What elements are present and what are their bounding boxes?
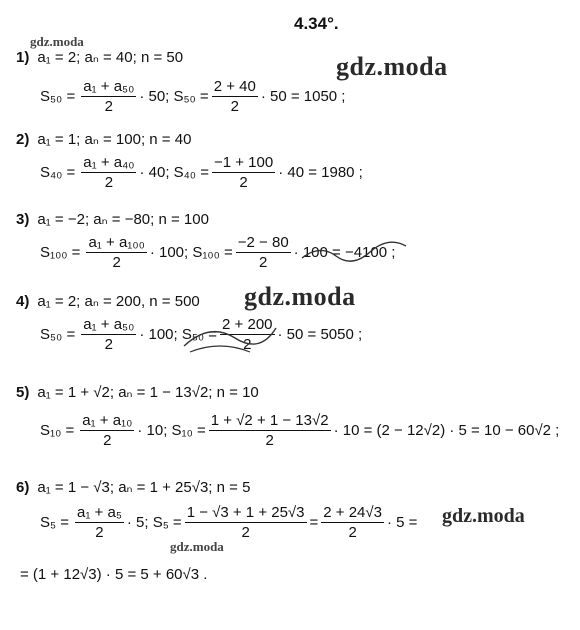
problem-2-solution (40, 154, 363, 191)
watermark: gdz.moda (30, 34, 84, 49)
sum-label: S₁₀ = (40, 422, 75, 439)
numerator: 1 + √2 + 1 − 13√2 (210, 412, 329, 429)
problem-5-solution (40, 412, 559, 449)
fraction (212, 154, 275, 191)
problem-number: 4) (16, 292, 30, 310)
denominator: 2 (104, 336, 113, 353)
numerator: a₁ + a₅₀ (83, 316, 135, 333)
problem-1-condition (16, 48, 183, 66)
numerator: a₁ + a₅₀ (83, 78, 135, 95)
watermark: gdz.moda (336, 52, 448, 81)
problem-2-condition (16, 130, 191, 148)
numerator: 2 + 24√3 (323, 504, 382, 521)
denominator: 2 (243, 336, 252, 353)
problem-number: 6) (16, 478, 30, 496)
problem-1-solution (40, 78, 345, 115)
result-text: · 50 = 5050 ; (277, 326, 363, 343)
sum-label: S₅ = (40, 514, 69, 531)
middle-text: · 100; S₅₀ = (139, 326, 218, 343)
condition-text: a₁ = 1 + √2; aₙ = 1 − 13√2; n = 10 (37, 384, 259, 401)
denominator: 2 (230, 98, 239, 115)
denominator: 2 (241, 524, 250, 541)
denominator: 2 (259, 254, 268, 271)
denominator: 2 (239, 174, 248, 191)
result-text: · 40 = 1980 ; (278, 164, 363, 181)
exercise-title: 4.34°. (294, 14, 339, 33)
problem-number: 3) (16, 210, 30, 228)
denominator: 2 (112, 254, 121, 271)
denominator: 2 (95, 524, 104, 541)
fraction (75, 504, 124, 541)
watermark: gdz.moda (170, 539, 224, 554)
fraction (80, 412, 134, 449)
result-text: · 10 = (2 − 12√2) · 5 = 10 − 60√2 ; (333, 422, 560, 439)
condition-text: a₁ = −2; aₙ = −80; n = 100 (37, 211, 209, 228)
problem-4-condition (16, 292, 200, 310)
problem-6-condition (16, 478, 250, 496)
numerator: 2 + 200 (222, 316, 273, 333)
middle-text: · 100; S₁₀₀ = (149, 244, 233, 261)
numerator: a₁ + a₁₀ (82, 412, 133, 429)
numerator: a₁ + a₄₀ (83, 154, 135, 171)
fraction (185, 504, 307, 541)
condition-text: a₁ = 1 − √3; aₙ = 1 + 25√3; n = 5 (37, 479, 251, 496)
equals-sign: = (309, 514, 319, 531)
condition-text: a₁ = 1; aₙ = 100; n = 40 (37, 131, 192, 148)
pen-scribble (180, 318, 280, 358)
denominator: 2 (104, 98, 113, 115)
result-text: · 50 = 1050 ; (260, 88, 346, 105)
denominator: 2 (348, 524, 357, 541)
fraction (212, 78, 258, 115)
denominator: 2 (104, 174, 114, 191)
sum-label: S₁₀₀ = (40, 244, 81, 261)
problem-5-condition (16, 383, 259, 401)
result-text: · 5 = (386, 514, 418, 531)
problem-6-solution (40, 504, 417, 541)
watermark: gdz.moda (442, 505, 525, 527)
numerator: −2 − 80 (237, 234, 289, 251)
fraction (81, 78, 136, 115)
numerator: −1 + 100 (213, 154, 274, 171)
sum-label: S₅₀ = (40, 88, 76, 105)
fraction (81, 316, 136, 353)
sum-label: S₄₀ = (40, 164, 76, 181)
problem-number: 2) (16, 130, 30, 148)
fraction (236, 234, 291, 271)
problem-3-condition (16, 210, 209, 228)
result-text: · 100 = −4100 ; (293, 244, 396, 261)
middle-text: · 10; S₁₀ = (137, 422, 206, 439)
pen-scribble (300, 238, 410, 268)
middle-text: · 5; S₅ = (126, 514, 182, 531)
problem-6-continuation (20, 566, 207, 583)
result-text: = (1 + 12√3) · 5 = 5 + 60√3 . (20, 566, 208, 583)
fraction (81, 154, 136, 191)
problem-number: 5) (16, 383, 30, 401)
denominator: 2 (265, 432, 274, 449)
numerator: 1 − √3 + 1 + 25√3 (186, 504, 305, 521)
condition-text: a₁ = 2; aₙ = 40; n = 50 (37, 49, 184, 66)
middle-text: · 50; S₅₀ = (139, 88, 209, 105)
fraction (321, 504, 384, 541)
sum-label: S₅₀ = (40, 326, 76, 343)
fraction (209, 412, 331, 449)
denominator: 2 (103, 432, 112, 449)
watermark: gdz.moda (244, 282, 356, 311)
fraction (86, 234, 146, 271)
middle-text: · 40; S₄₀ = (139, 164, 209, 181)
numerator: a₁ + a₅ (76, 504, 122, 521)
problem-number: 1) (16, 48, 30, 66)
numerator: a₁ + a₁₀₀ (88, 234, 145, 251)
condition-text: a₁ = 2; aₙ = 200, n = 500 (37, 293, 200, 310)
numerator: 2 + 40 (213, 78, 256, 95)
